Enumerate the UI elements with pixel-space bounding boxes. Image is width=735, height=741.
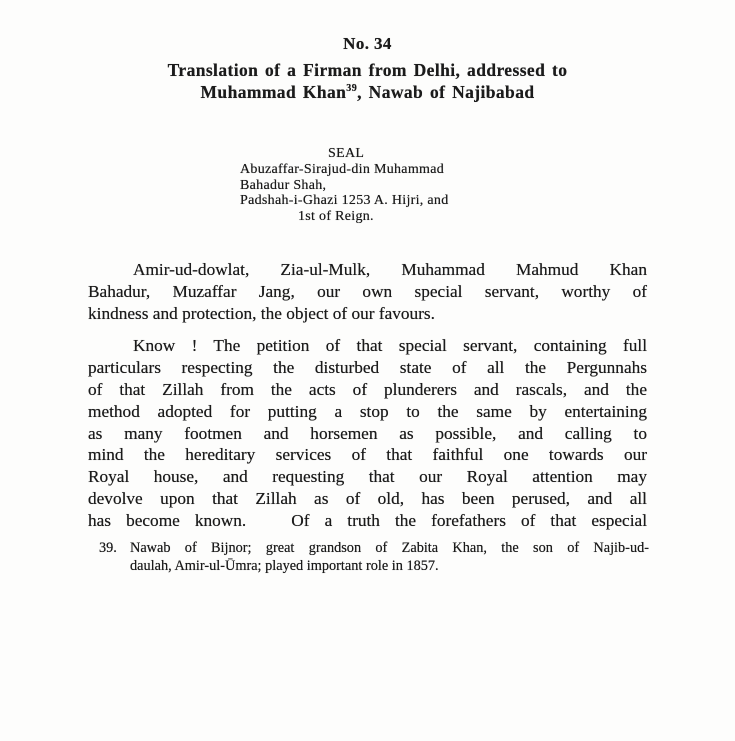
body-line: method adopted for putting a stop to the same by entertaining [88, 401, 647, 421]
document-title [0, 59, 735, 103]
seal-line: Abuzaffar-Sirajud-din Muhammad [240, 161, 445, 177]
footnote-line: daulah, Amir-ul-Ūmra; played important role in 1857. [130, 557, 439, 574]
body-line: Know ! The petition of that special servant, containing full [133, 336, 647, 356]
seal-line: Bahadur Shah, [240, 177, 327, 193]
footnote-reference-superscript: 39 [346, 83, 358, 95]
footnote [99, 540, 649, 575]
body-line: kindness and protection, the object of our favours. [88, 303, 435, 323]
body-text [88, 259, 647, 532]
title-line-2-pre: Muhammad Khan [200, 82, 347, 102]
footnote-text [130, 540, 649, 575]
body-line: devolve upon that Zillah as of old, has been perused, and all [88, 488, 647, 508]
title-line-1: Translation of a Firman from Delhi, addressed to [167, 60, 568, 80]
document-number: No. 34 [343, 34, 392, 53]
body-line: particulars respecting the disturbed state of all the Pergunnahs [88, 358, 647, 378]
seal-label: SEAL [328, 146, 365, 161]
body-line: as many footmen and horsemen as possible, and calling to [88, 423, 647, 443]
body-line: mind the hereditary services of that faithful one towards our [88, 445, 647, 465]
seal-line: 1st of Reign. [298, 209, 374, 225]
footnote-line: Nawab of Bijnor; great grandson of Zabita Khan, the son of Najib-ud- [130, 540, 649, 556]
seal-block [240, 146, 500, 225]
body-line: Royal house, and requesting that our Royal attention may [88, 467, 647, 487]
body-line: of that Zillah from the acts of plunderers and rascals, and the [88, 379, 647, 399]
title-line-2-post: , Nawab of Najibabad [357, 82, 535, 102]
body-line: has become known. Of a truth the forefathers of that especial [88, 510, 647, 530]
seal-line: Padshah-i-Ghazi 1253 A. Hijri, and [240, 193, 449, 209]
body-line: Bahadur, Muzaffar Jang, our own special servant, worthy of [88, 281, 647, 301]
paragraph-petition [88, 335, 647, 531]
paragraph-salutation [88, 259, 647, 324]
footnote-marker: 39. [99, 540, 117, 556]
body-line: Amir-ud-dowlat, Zia-ul-Mulk, Muhammad Mahmud Khan [133, 260, 647, 279]
